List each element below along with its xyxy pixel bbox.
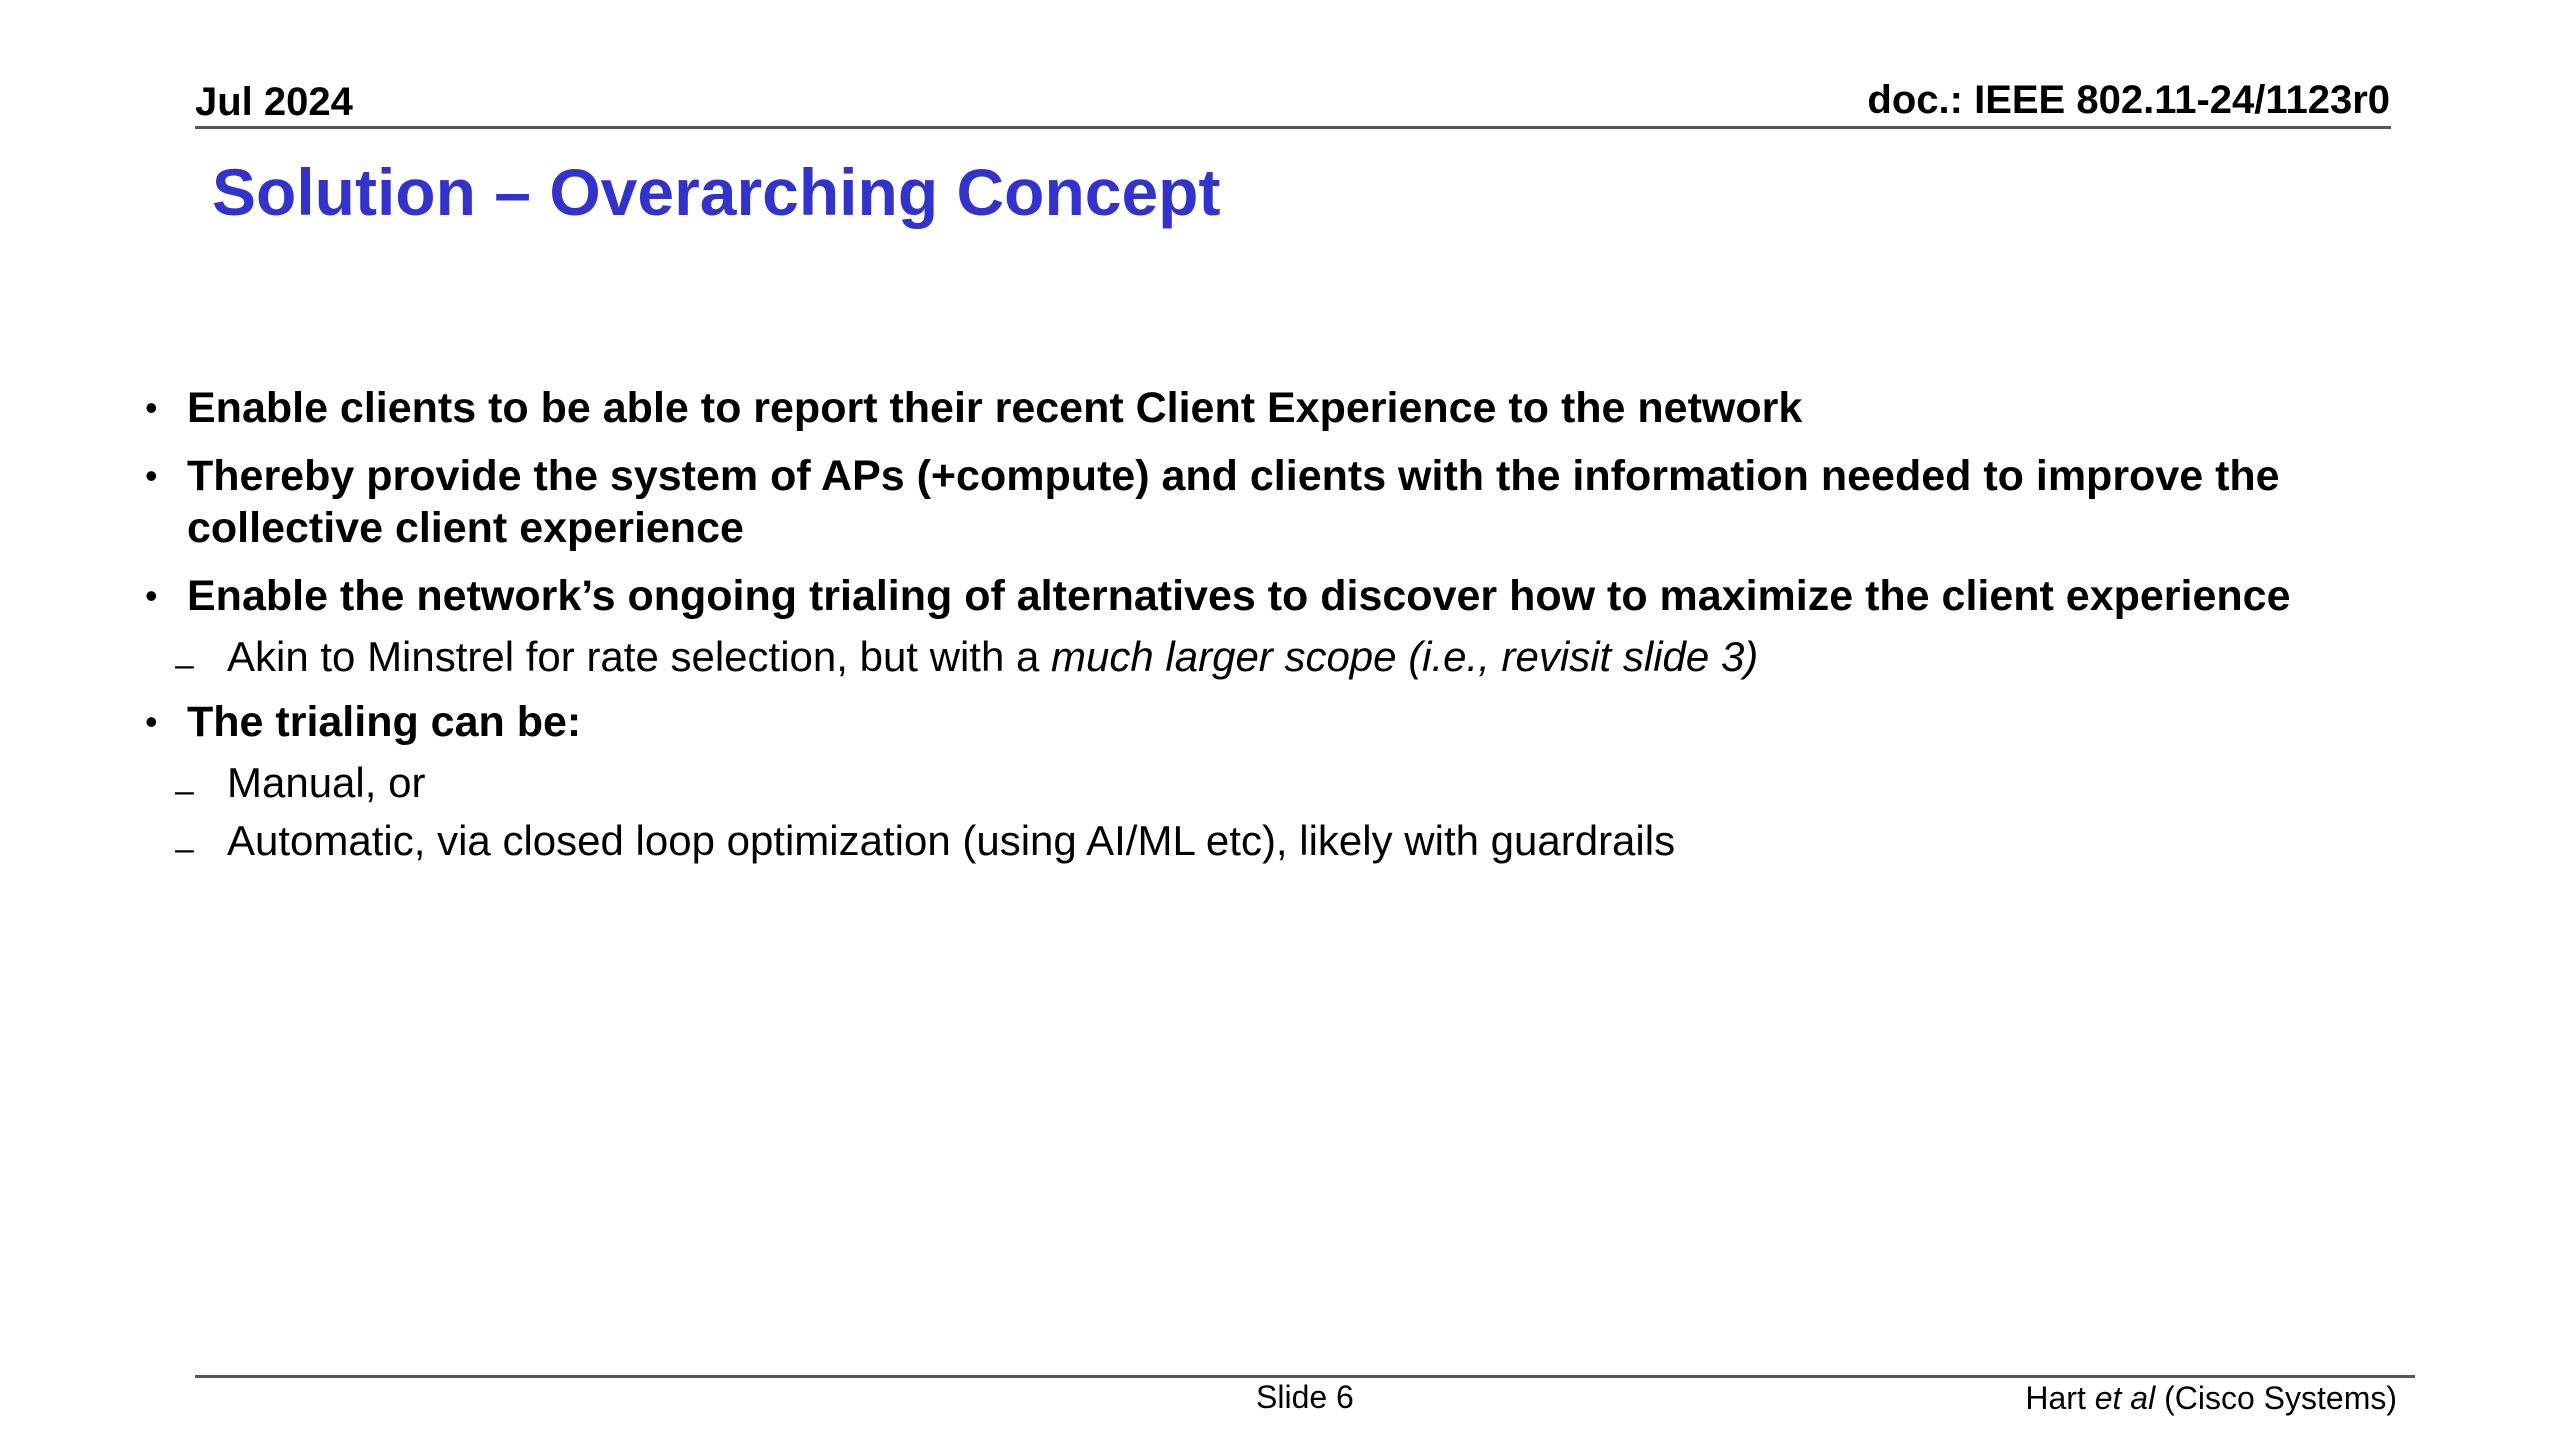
footer-divider [195,1375,2415,1378]
bullet-item [145,696,2405,748]
bullet-text: The trialing can be: [187,698,582,746]
sub-bullet-item [145,816,2405,866]
sub-bullet-item [145,632,2405,682]
bullet-text: Enable clients to be able to report their recent Client Experience to the network [187,384,1803,432]
bullet-item [145,570,2405,622]
dash-icon: – [175,646,194,684]
bullet-icon: • [145,575,158,616]
footer-author-org: (Cisco Systems) [2155,1380,2397,1416]
sub-bullet-item [145,758,2405,808]
sub-bullet-text: Akin to Minstrel for rate selection, but with a [227,633,1052,680]
sub-bullet-text: Automatic, via closed loop optimization (using AI/ML etc), likely with guardrails [227,817,1676,864]
dash-icon: – [175,772,194,810]
header-divider [195,126,2391,129]
footer-author [2025,1382,2397,1414]
header-date: Jul 2024 [195,80,353,124]
bullet-text: Enable the network’s ongoing trialing of alternatives to discover how to maximize the client experience [187,572,2291,620]
bullet-item [145,450,2405,554]
bullet-icon: • [145,455,158,496]
header-doc-id: doc.: IEEE 802.11-24/1123r0 [1867,78,2390,122]
bullet-text: Thereby provide the system of APs (+compute) and clients with the information needed to improve the collective client experience [187,452,2280,552]
sub-bullet-italic-text: much larger scope (i.e., revisit slide 3) [1051,633,1759,680]
slide-title: Solution – Overarching Concept [212,155,1221,229]
footer-author-name: Hart [2025,1380,2095,1416]
bullet-item [145,382,2405,434]
footer-slide-number: Slide 6 [1256,1379,1354,1415]
sub-bullet-text: Manual, or [227,759,426,806]
slide-body [145,382,2405,880]
bullet-icon: • [145,701,158,742]
bullet-icon: • [145,387,158,428]
dash-icon: – [175,830,194,868]
footer-author-etal: et al [2094,1380,2156,1416]
